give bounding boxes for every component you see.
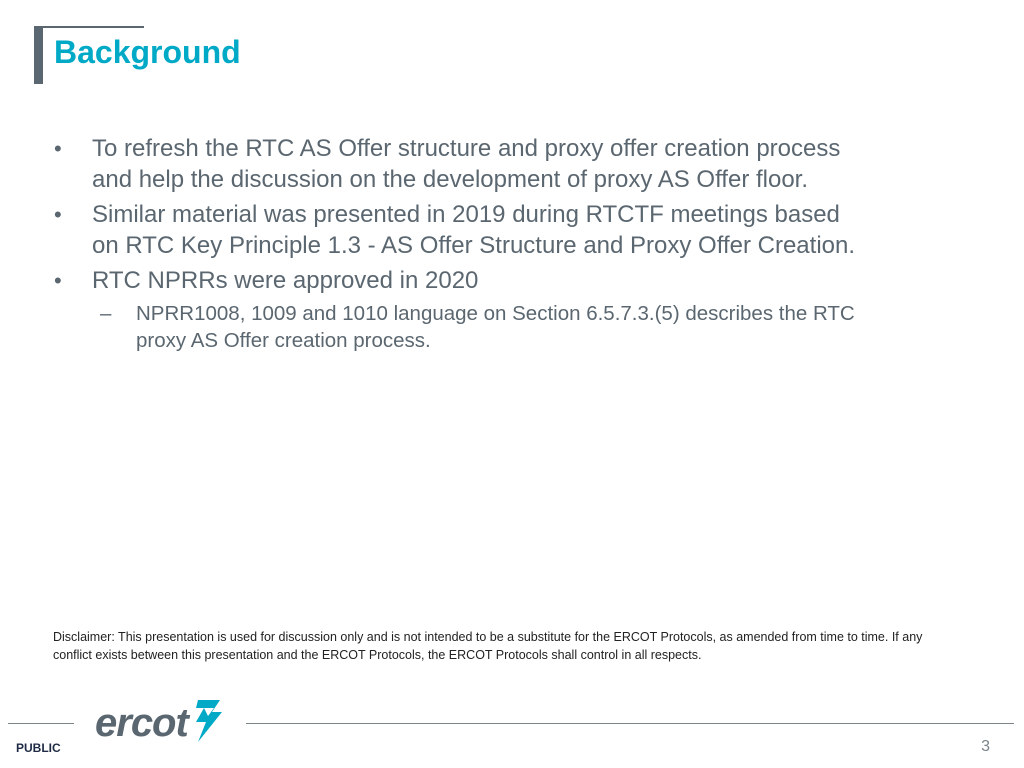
classification-label: PUBLIC (16, 741, 61, 755)
bullet-item (52, 265, 872, 296)
bullet-text: RTC NPRRs were approved in 2020 (92, 267, 479, 294)
ercot-logo (95, 698, 226, 748)
disclaimer-text: Disclaimer: This presentation is used for discussion only and is not intended to be a substitute for the ERCOT Protocols, as amended from time to time. If any conflict exists between this presentation and the ERCOT Protocols, the ERCOT Protocols shall control in all respects. (53, 630, 923, 662)
bullet-item (52, 133, 872, 195)
bullet-marker: • (54, 268, 62, 293)
sub-bullet-marker: – (100, 302, 112, 325)
bullet-item (52, 199, 872, 261)
page-number: 3 (981, 738, 990, 755)
title-accent-line (34, 26, 144, 28)
slide-title: Background (54, 34, 241, 70)
sub-bullet-text: NPRR1008, 1009 and 1010 language on Section 6.5.7.3.(5) describes the RTC proxy AS Offer creation process. (136, 302, 855, 352)
bullet-marker: • (54, 136, 62, 161)
sub-bullet-item (52, 300, 872, 354)
bullet-marker: • (54, 202, 62, 227)
title-accent-bar (34, 26, 43, 84)
footer-divider-right (246, 723, 1014, 724)
footer-divider-left (8, 723, 74, 724)
logo-wordmark: ercot (95, 700, 188, 745)
bullet-text: To refresh the RTC AS Offer structure and proxy offer creation process and help the discussion on the development of proxy AS Offer floor. (92, 135, 841, 193)
slide-content (52, 133, 872, 354)
bullet-text: Similar material was presented in 2019 during RTCTF meetings based on RTC Key Principle 1.3 - AS Offer Structure and Proxy Offer Creation. (92, 201, 856, 259)
ercot-lightning-star-icon (190, 698, 226, 749)
